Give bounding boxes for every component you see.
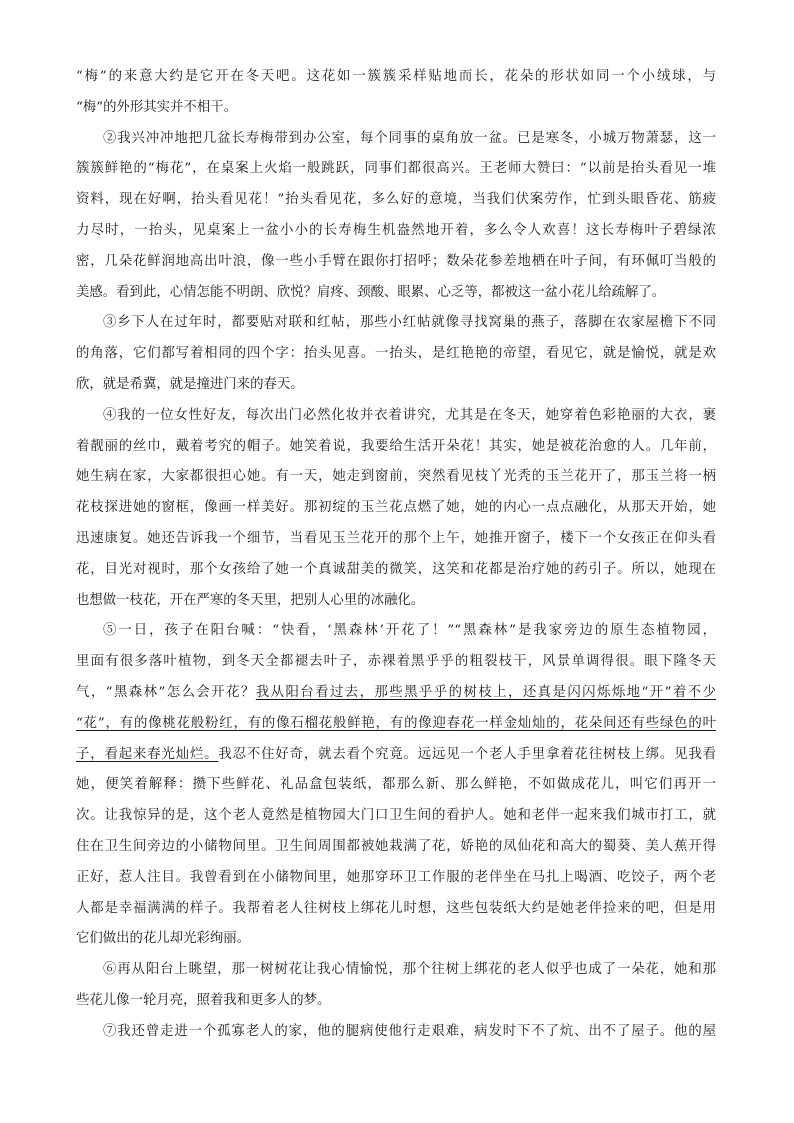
text-line — [76, 185, 716, 216]
text-run: 密，几朵花鲜润地高出叶浪，像一些小手臂在跟你打招呼；数朵花参差地栖在叶子间，有环佩叮当般的 — [76, 253, 716, 269]
text-run: 花枝探进她的窗框，像画一样美好。那初绽的玉兰花点燃了她，她的内心一点点融化，从那天开始，她 — [76, 500, 716, 516]
text-line — [76, 62, 716, 93]
text-line — [76, 124, 716, 155]
text-line — [76, 647, 716, 678]
text-run: 里面有很多落叶植物，到冬天全都褪去叶子，赤裸着黑乎乎的粗裂枝干，风景单调得很。眼下隆冬天 — [76, 654, 716, 670]
text-line — [76, 493, 716, 524]
text-run: 我忍不住好奇，就去看个究竟。远远见一个老人手里拿着花往树枝上绑。见我看 — [218, 746, 716, 762]
text-line — [76, 339, 716, 370]
document-body — [76, 62, 716, 1048]
text-line — [76, 863, 716, 894]
text-run: 的角落，它们都写着相同的四个字：抬头见喜。一抬头，是红艳艳的帝望，看见它，就是愉悦，就是欢 — [76, 346, 716, 362]
text-line — [76, 832, 716, 863]
text-run: 着靓丽的丝巾，戴着考究的帽子。她笑着说，我要给生活开朵花！其实，她是被花治愈的人。几年前， — [76, 438, 716, 454]
text-run: ③乡下人在过年时，都要贴对联和红帖，那些小红帖就像寻找窝巢的燕子，落脚在农家屋檐下不同 — [103, 315, 716, 331]
text-line — [76, 432, 716, 463]
text-run: ②我兴冲冲地把几盆长寿梅带到办公室，每个同事的桌角放一盆。已是寒冬，小城万物萧瑟，这一 — [103, 130, 716, 146]
text-line — [76, 801, 716, 832]
text-line — [76, 216, 716, 247]
text-line — [76, 462, 716, 493]
text-line — [76, 740, 716, 771]
text-line — [76, 955, 716, 986]
text-run: 次。让我惊异的是，这个老人竟然是植物园大门口卫生间的看护人。她和老伴一起来我们城市打工，就 — [76, 808, 716, 824]
text-line — [76, 370, 716, 401]
text-run: 正好，惹人注目。我曾看到在小储物间里，她那穿环卫工作服的老伴坐在马扎上喝酒、吃饺子，两个老 — [76, 869, 716, 885]
text-run: “梅”的外形其实并不相干。 — [76, 99, 237, 115]
text-run: 也想做一枝花，开在严寒的冬天里，把别人心里的冰融化。 — [76, 592, 425, 608]
text-run: 欣，就是希冀，就是撞进门来的春天。 — [76, 376, 304, 392]
text-run: ⑥再从阳台上眺望，那一树树花让我心情愉悦，那个往树上绑花的老人似乎也成了一朵花，她和那 — [103, 962, 716, 978]
text-line — [76, 154, 716, 185]
text-line — [76, 770, 716, 801]
text-run: ⑤一日，孩子在阳台喊：“快看，‘黑森林’开花了！”“黑森林”是我家旁边的原生态植物园， — [103, 623, 716, 639]
text-run: 人都是幸福满满的样子。我帮着老人往树枝上绑花儿时想，这些包装纸大约是她老伴捡来的吧，但是用 — [76, 900, 716, 916]
text-line — [76, 93, 716, 124]
underlined-text: “花”，有的像桃花般粉红，有的像石榴花般鲜艳，有的像迎春花一样金灿灿的，花朵间还有些绿色的叶 — [76, 715, 716, 731]
text-run: 迅速康复。她还告诉我一个细节，当看见玉兰花开的那个上午，她推开窗子，楼下一个女孩正在仰头看 — [76, 530, 716, 546]
text-run: “梅”的来意大约是它开在冬天吧。这花如一簇簇采样贴地而长，花朵的形状如同一个小绒球，与 — [76, 69, 716, 84]
text-line — [76, 586, 716, 617]
text-run: 些花儿像一轮月亮，照着我和更多人的梦。 — [76, 992, 331, 1008]
text-run: 花，目光对视时，那个女孩给了她一个真诚甜美的微笑，这笑和花都是治疗她的药引子。所以，她现在 — [76, 561, 716, 577]
text-run: 资料，现在好啊，抬头看见花！”抬头看见花，多么好的意境，当我们伏案劳作，忙到头眼昏花、筋疲 — [76, 192, 716, 208]
text-line — [76, 894, 716, 925]
text-line — [76, 247, 716, 278]
text-line — [76, 524, 716, 555]
text-run: 力尽时，一抬头，见桌案上一盆小小的长寿梅生机盎然地开着，多么令人欢喜！这长寿梅叶子碧绿浓 — [76, 222, 716, 238]
text-run: 簇簇鲜艳的“梅花”，在桌案上火焰一般跳跃，同事们都很高兴。王老师大赞曰：“以前是抬头看见一堆 — [76, 161, 716, 177]
underlined-text: 子，看起来春光灿烂。 — [76, 746, 219, 762]
text-line — [76, 308, 716, 339]
text-line — [76, 1017, 716, 1048]
text-run: 她，便笑着解释：攒下些鲜花、礼品盒包装纸，都那么新、那么鲜艳，不如做成花儿，叫它们再开一 — [76, 777, 716, 793]
text-line — [76, 678, 716, 709]
text-line — [76, 709, 716, 740]
text-line — [76, 924, 716, 955]
text-line — [76, 278, 716, 309]
text-run: 美感。看到此，心情怎能不明朗、欣悦？肩疼、颈酸、眼累、心乏等，都被这一盆小花儿给疏解了。 — [76, 284, 666, 300]
text-line — [76, 555, 716, 586]
text-run: 她生病在家，大家都很担心她。有一天，她走到窗前，突然看见枝丫光秃的玉兰花开了，那玉兰将一柄 — [76, 469, 716, 485]
text-run: 气，“黑森林”怎么会开花？ — [76, 684, 256, 700]
text-run: ④我的一位女性好友，每次出门必然化妆并衣着讲究，尤其是在冬天，她穿着色彩艳丽的大衣，裹 — [103, 407, 716, 423]
text-line — [76, 401, 716, 432]
text-line — [76, 986, 716, 1017]
text-run: 住在卫生间旁边的小储物间里。卫生间周围都被她栽满了花，娇艳的凤仙花和高大的蜀葵、美人蕉开得 — [76, 838, 716, 854]
text-run: ⑦我还曾走进一个孤寡老人的家，他的腿病使他行走艰难，病发时下不了炕、出不了屋子。他的屋 — [103, 1023, 716, 1039]
text-run: 它们做出的花儿却光彩绚丽。 — [76, 931, 251, 947]
underlined-text: 我从阳台看过去，那些黑乎乎的树枝上，还真是闪闪烁烁地“开”着不少 — [255, 684, 716, 700]
text-line — [76, 616, 716, 647]
